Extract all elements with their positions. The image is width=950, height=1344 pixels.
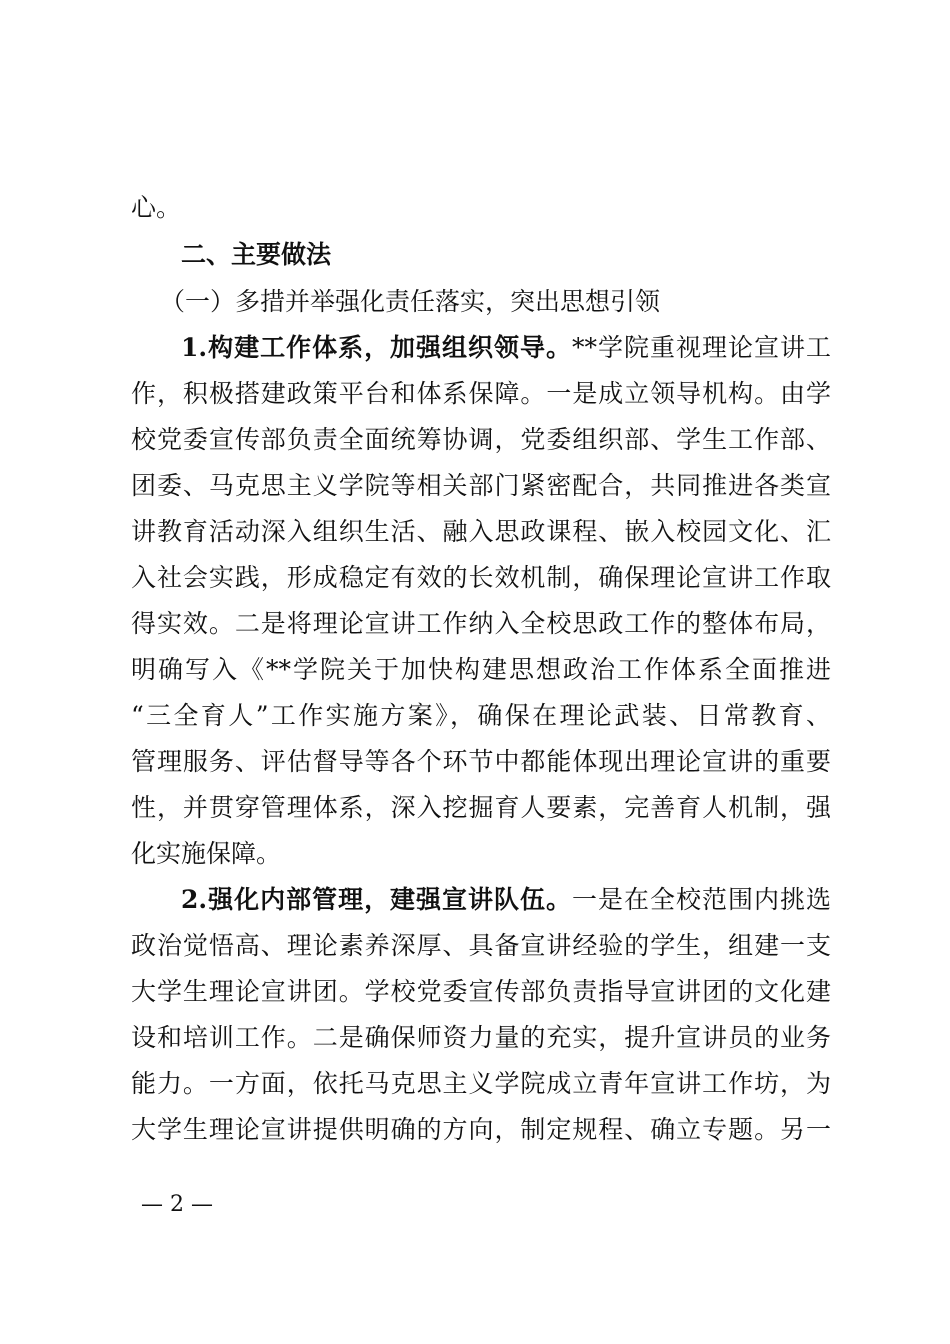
paragraph1-lead: 1.构建工作体系，加强组织领导。 xyxy=(181,333,573,362)
paragraph2-line-4: 能力。一方面，依托马克思主义学院成立青年宣讲工作坊，为 xyxy=(131,1069,831,1098)
paragraph1-line-0-text: **学院重视理论宣讲工 xyxy=(572,333,831,362)
paragraph2-line-5: 大学生理论宣讲提供明确的方向，制定规程、确立专题。另一 xyxy=(131,1115,831,1144)
paragraph1-line-11: 化实施保障。 xyxy=(131,839,282,868)
paragraph1-line-2: 校党委宣传部负责全面统筹协调，党委组织部、学生工作部、 xyxy=(131,425,831,454)
paragraph2-line-0-text: 一是在全校范围内挑选 xyxy=(572,885,831,914)
paragraph2-line-0 xyxy=(181,885,831,915)
paragraph2-line-1: 政治觉悟高、理论素养深厚、具备宣讲经验的学生，组建一支 xyxy=(131,931,831,960)
paragraph1-line-10: 性，并贯穿管理体系，深入挖掘育人要素，完善育人机制，强 xyxy=(131,793,831,822)
paragraph2-lead: 2.强化内部管理，建强宣讲队伍。 xyxy=(181,885,573,914)
paragraph1-line-6: 得实效。二是将理论宣讲工作纳入全校思政工作的整体布局， xyxy=(131,609,831,638)
paragraph2-line-2: 大学生理论宣讲团。学校党委宣传部负责指导宣讲团的文化建 xyxy=(131,977,831,1006)
paragraph1-line-3: 团委、马克思主义学院等相关部门紧密配合，共同推进各类宣 xyxy=(131,471,831,500)
paragraph1-line-7: 明确写入《**学院关于加快构建思想政治工作体系全面推进 xyxy=(131,655,831,684)
subsection-heading: （一）多措并举强化责任落实，突出思想引领 xyxy=(160,287,661,316)
page-number: — 2 — xyxy=(141,1192,213,1217)
paragraph1-line-9: 管理服务、评估督导等各个环节中都能体现出理论宣讲的重要 xyxy=(131,747,831,776)
paragraph1-line-1: 作，积极搭建政策平台和体系保障。一是成立领导机构。由学 xyxy=(131,379,831,408)
paragraph1-line-4: 讲教育活动深入组织生活、融入思政课程、嵌入校园文化、汇 xyxy=(131,517,831,546)
paragraph2-line-3: 设和培训工作。二是确保师资力量的充实，提升宣讲员的业务 xyxy=(131,1023,831,1052)
continuation-text: 心。 xyxy=(131,193,182,222)
paragraph1-line-0 xyxy=(181,333,831,363)
paragraph1-line-5: 入社会实践，形成稳定有效的长效机制，确保理论宣讲工作取 xyxy=(131,563,831,592)
section-heading: 二、主要做法 xyxy=(181,240,332,269)
paragraph1-line-8: “三全育人”工作实施方案》，确保在理论武装、日常教育、 xyxy=(131,701,831,730)
